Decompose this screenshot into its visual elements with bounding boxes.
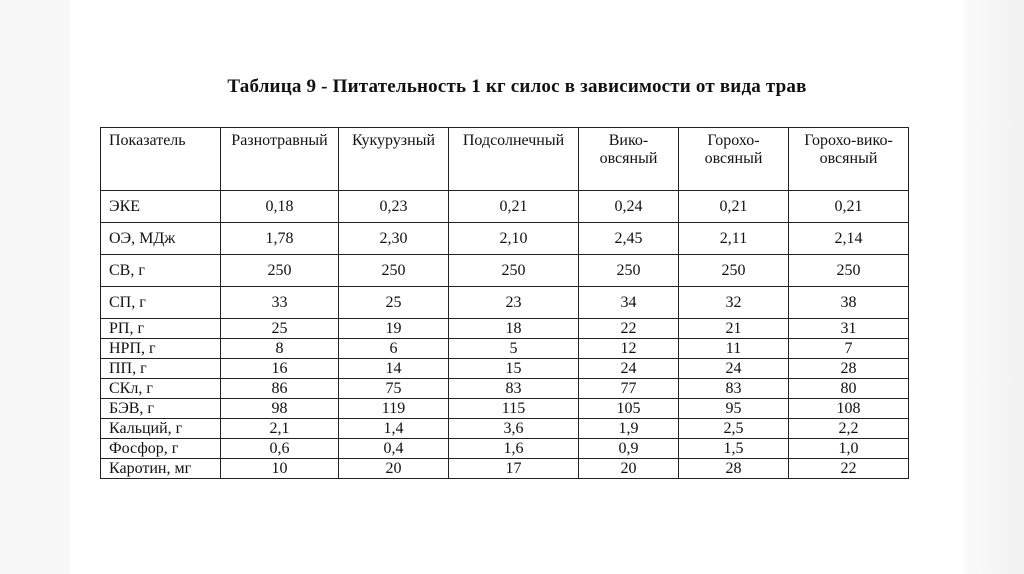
table-cell: 80 xyxy=(789,379,909,399)
table-cell: 0,24 xyxy=(579,191,679,223)
row-label: Каротин, мг xyxy=(101,459,221,479)
table-cell: 5 xyxy=(449,339,579,359)
table-row xyxy=(101,287,909,319)
table-cell: 24 xyxy=(579,359,679,379)
table-cell: 115 xyxy=(449,399,579,419)
column-header: Горохо- овсяный xyxy=(679,128,789,191)
table-cell: 0,18 xyxy=(221,191,339,223)
table-cell: 22 xyxy=(789,459,909,479)
table-cell: 28 xyxy=(789,359,909,379)
table-cell: 250 xyxy=(449,255,579,287)
left-margin xyxy=(0,0,70,574)
table-cell: 1,6 xyxy=(449,439,579,459)
column-header: Кукурузный xyxy=(339,128,449,191)
table-cell: 20 xyxy=(579,459,679,479)
table-cell: 16 xyxy=(221,359,339,379)
table-cell: 28 xyxy=(679,459,789,479)
table-cell: 10 xyxy=(221,459,339,479)
table-cell: 83 xyxy=(679,379,789,399)
table-cell: 15 xyxy=(449,359,579,379)
table-cell: 2,1 xyxy=(221,419,339,439)
table-cell: 38 xyxy=(789,287,909,319)
row-label: НРП, г xyxy=(101,339,221,359)
table-row xyxy=(101,319,909,339)
table-cell: 8 xyxy=(221,339,339,359)
table-cell: 19 xyxy=(339,319,449,339)
header-row xyxy=(101,128,909,191)
table-cell: 17 xyxy=(449,459,579,479)
table-cell: 7 xyxy=(789,339,909,359)
table-cell: 0,21 xyxy=(449,191,579,223)
row-label: Кальций, г xyxy=(101,419,221,439)
table-cell: 1,78 xyxy=(221,223,339,255)
table-cell: 2,45 xyxy=(579,223,679,255)
table-cell: 18 xyxy=(449,319,579,339)
document-page xyxy=(70,0,964,574)
row-label: БЭВ, г xyxy=(101,399,221,419)
row-label: ЭКЕ xyxy=(101,191,221,223)
nutrition-table xyxy=(100,127,909,479)
table-cell: 1,5 xyxy=(679,439,789,459)
table-cell: 3,6 xyxy=(449,419,579,439)
table-cell: 2,14 xyxy=(789,223,909,255)
table-cell: 250 xyxy=(789,255,909,287)
table-cell: 250 xyxy=(679,255,789,287)
table-row xyxy=(101,339,909,359)
table-row xyxy=(101,459,909,479)
row-label: ОЭ, МДж xyxy=(101,223,221,255)
table-cell: 0,21 xyxy=(679,191,789,223)
table-cell: 83 xyxy=(449,379,579,399)
table-cell: 119 xyxy=(339,399,449,419)
table-title: Таблица 9 - Питательность 1 кг силос в зависимости от вида трав xyxy=(227,76,807,97)
table-cell: 2,11 xyxy=(679,223,789,255)
table-cell: 0,21 xyxy=(789,191,909,223)
table-cell: 1,0 xyxy=(789,439,909,459)
table-cell: 2,5 xyxy=(679,419,789,439)
column-header: Подсолнечный xyxy=(449,128,579,191)
table-cell: 2,10 xyxy=(449,223,579,255)
table-cell: 250 xyxy=(579,255,679,287)
table-cell: 11 xyxy=(679,339,789,359)
table-row xyxy=(101,359,909,379)
table-cell: 6 xyxy=(339,339,449,359)
right-margin xyxy=(964,0,1024,574)
table-row xyxy=(101,399,909,419)
table-cell: 75 xyxy=(339,379,449,399)
table-cell: 1,4 xyxy=(339,419,449,439)
table-cell: 14 xyxy=(339,359,449,379)
table-cell: 1,9 xyxy=(579,419,679,439)
table-cell: 250 xyxy=(221,255,339,287)
table-cell: 0,23 xyxy=(339,191,449,223)
table-cell: 86 xyxy=(221,379,339,399)
table-cell: 77 xyxy=(579,379,679,399)
table-cell: 25 xyxy=(221,319,339,339)
table-cell: 34 xyxy=(579,287,679,319)
column-header: Вико- овсяный xyxy=(579,128,679,191)
table-row xyxy=(101,379,909,399)
column-header: Разнотравный xyxy=(221,128,339,191)
table-cell: 33 xyxy=(221,287,339,319)
table-cell: 31 xyxy=(789,319,909,339)
table-cell: 98 xyxy=(221,399,339,419)
table-cell: 95 xyxy=(679,399,789,419)
table-cell: 2,2 xyxy=(789,419,909,439)
table-cell: 20 xyxy=(339,459,449,479)
table-cell: 22 xyxy=(579,319,679,339)
row-label: СКл, г xyxy=(101,379,221,399)
table-row xyxy=(101,419,909,439)
table-row xyxy=(101,223,909,255)
table-cell: 105 xyxy=(579,399,679,419)
table-cell: 108 xyxy=(789,399,909,419)
table-row xyxy=(101,191,909,223)
table-cell: 2,30 xyxy=(339,223,449,255)
table-cell: 0,6 xyxy=(221,439,339,459)
table-cell: 25 xyxy=(339,287,449,319)
table-cell: 32 xyxy=(679,287,789,319)
row-label: ПП, г xyxy=(101,359,221,379)
table-cell: 0,9 xyxy=(579,439,679,459)
row-label: СП, г xyxy=(101,287,221,319)
row-label: СВ, г xyxy=(101,255,221,287)
column-header: Горохо-вико- овсяный xyxy=(789,128,909,191)
table-cell: 12 xyxy=(579,339,679,359)
table-cell: 250 xyxy=(339,255,449,287)
row-label: Фосфор, г xyxy=(101,439,221,459)
column-header: Показатель xyxy=(101,128,221,191)
table-cell: 24 xyxy=(679,359,789,379)
table-cell: 21 xyxy=(679,319,789,339)
table-cell: 23 xyxy=(449,287,579,319)
table-row xyxy=(101,439,909,459)
table-cell: 0,4 xyxy=(339,439,449,459)
row-label: РП, г xyxy=(101,319,221,339)
table-row xyxy=(101,255,909,287)
